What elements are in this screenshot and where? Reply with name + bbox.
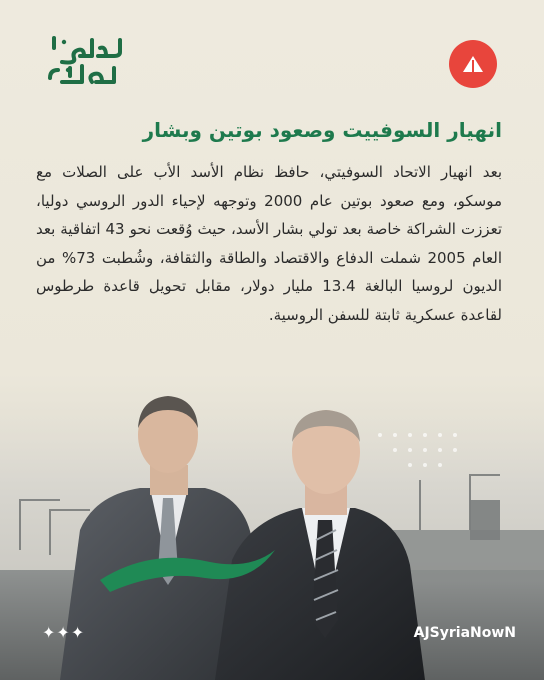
sparkle-stars-icon: ✦✦✦ [42, 623, 86, 642]
account-handle: AJSyriaNowN [413, 625, 516, 641]
body-paragraph: بعد انهيار الاتحاد السوفيتي، حافظ نظام الأسد الأب على الصلات مع موسكو، ومع صعود بوتين عام 2000 وتوجهه لإحياء الدور الروسي دوليا، تعززت الشراكة خاصة بعد تولي بشار الأسد، حيث وُقعت نحو 43 اتفاقية بعد العام 2005 شملت الدفاع والاقتصاد والطاقة والثقافة، وشُطبت 73% من الديون لروسيا البالغة 13.4 مليار دولار، مقابل تحويل قاعدة طرطوس لقاعدة عسكرية ثابتة للسفن الروسية. [36, 163, 503, 324]
syria-now-logo [40, 30, 124, 86]
red-circle-sail-icon [449, 40, 497, 88]
headline: انهيار السوفييت وصعود بوتين وبشار [142, 118, 502, 142]
